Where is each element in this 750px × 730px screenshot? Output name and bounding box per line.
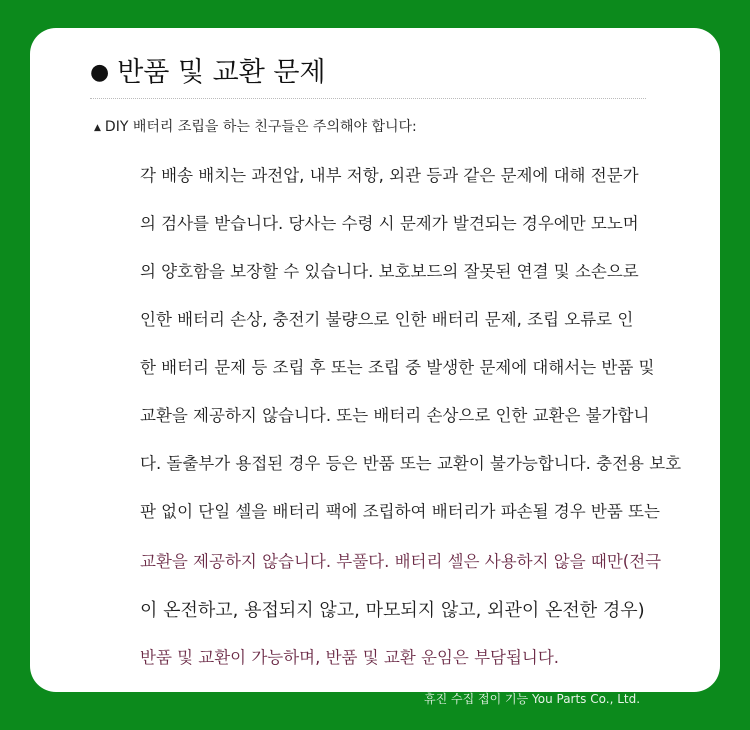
paragraph-line-9: 교환을 제공하지 않습니다. 부풀다. 배터리 셀은 사용하지 않을 때만(전극 xyxy=(140,552,662,571)
paragraph-line-8: 판 없이 단일 셀을 배터리 팩에 조립하여 배터리가 파손될 경우 반품 또는 xyxy=(140,502,660,521)
triangle-icon: ▲ xyxy=(94,123,101,133)
diy-notice-text: DIY 배터리 조립을 하는 친구들은 주의해야 합니다: xyxy=(104,119,417,135)
section-heading xyxy=(90,50,326,89)
bullet-icon: ● xyxy=(90,60,110,85)
paragraph-line-4: 인한 배터리 손상, 충전기 불량으로 인한 배터리 문제, 조립 오류로 인 xyxy=(140,310,634,329)
footer-watermark: 휴진 수집 접이 기능 You Parts Co., Ltd. xyxy=(424,692,641,706)
paragraph-line-7: 다. 돌출부가 용접된 경우 등은 반품 또는 교환이 불가능합니다. 충전용 보호 xyxy=(140,454,682,473)
content-card xyxy=(30,28,720,692)
heading-text: 반품 및 교환 문제 xyxy=(117,57,326,88)
paragraph-line-10: 이 온전하고, 용접되지 않고, 마모되지 않고, 외관이 온전한 경우) xyxy=(140,600,645,621)
paragraph-line-2: 의 검사를 받습니다. 당사는 수령 시 문제가 발견되는 경우에만 모노머 xyxy=(140,214,639,233)
paragraph-line-3: 의 양호함을 보장할 수 있습니다. 보호보드의 잘못된 연결 및 소손으로 xyxy=(140,262,639,281)
diy-notice xyxy=(94,116,417,136)
paragraph-line-5: 한 배터리 문제 등 조립 후 또는 조립 중 발생한 문제에 대해서는 반품 및 xyxy=(140,358,655,377)
paragraph-line-1: 각 배송 배치는 과전압, 내부 저항, 외관 등과 같은 문제에 대해 전문가 xyxy=(140,166,639,185)
paragraph-line-6: 교환을 제공하지 않습니다. 또는 배터리 손상으로 인한 교환은 불가합니 xyxy=(140,406,650,425)
paragraph-line-11: 반품 및 교환이 가능하며, 반품 및 교환 운임은 부담됩니다. xyxy=(140,648,560,667)
dotted-divider xyxy=(90,98,646,99)
